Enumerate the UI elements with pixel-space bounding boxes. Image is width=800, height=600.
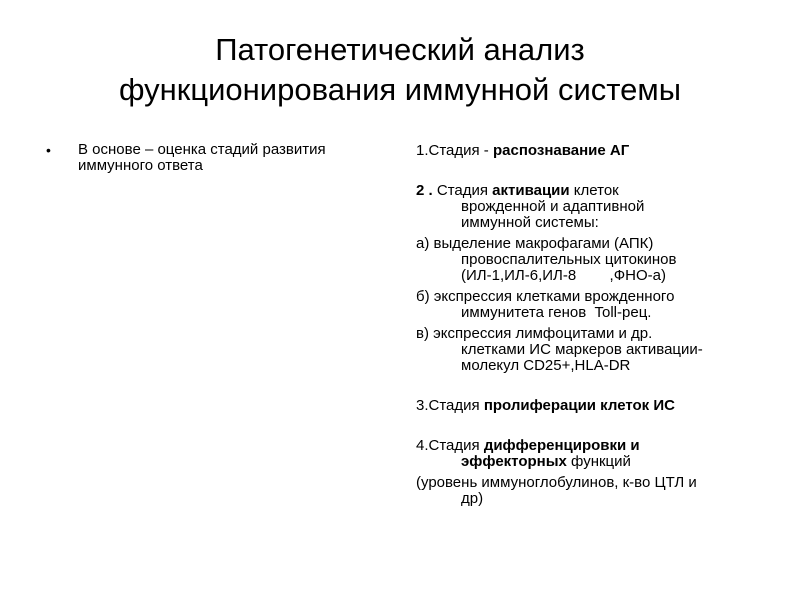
stage-3: [416, 398, 786, 414]
left-bullet-line-2: иммунного ответа: [78, 157, 203, 174]
stage-2-rest: клеток: [569, 182, 619, 199]
slide-title: [0, 30, 800, 110]
left-column: [46, 142, 366, 174]
note-line-1: (уровень иммуноглобулинов, к-во ЦТЛ и: [416, 474, 697, 491]
stage-2-word: Стадия: [436, 182, 493, 199]
note-line-2: др): [461, 490, 484, 507]
bullet-icon: •: [46, 142, 51, 158]
stage-2: [416, 183, 786, 231]
stage-2-line-3: иммунной системы:: [461, 214, 599, 231]
stage-4-bold-1: дифференцировки и: [483, 437, 640, 454]
item-a-line-1: а) выделение макрофагами (АПК): [416, 235, 654, 252]
item-c-line-1: в) экспрессия лимфоцитами и др.: [416, 325, 653, 342]
note: [416, 475, 786, 507]
stage-2-bold: активации: [492, 182, 570, 199]
item-c-line-2: клетками ИС маркеров активации-: [461, 341, 703, 358]
stage-1-prefix: 1.Стадия -: [416, 142, 493, 159]
stage-4-bold-2: эффекторных: [461, 453, 567, 470]
slide-title-line-1: Патогенетический анализ: [215, 32, 585, 67]
stage-2-number: 2 .: [416, 182, 437, 199]
item-a-line-3: (ИЛ-1,ИЛ-6,ИЛ-8 ,ФНО-а): [461, 267, 666, 284]
item-c-line-3: молекул CD25+,HLA-DR: [461, 357, 631, 374]
right-column: [416, 143, 786, 507]
stage-1: [416, 143, 786, 159]
stage-2-line-2: врожденной и адаптивной: [461, 198, 645, 215]
item-b-line-1: б) экспрессия клетками врожденного: [416, 288, 675, 305]
stage-3-bold: пролиферации клеток ИС: [483, 397, 675, 414]
item-c: [416, 326, 786, 374]
item-a: [416, 236, 786, 284]
item-b: [416, 289, 786, 321]
stage-4-rest: функций: [566, 453, 631, 470]
item-a-line-2: провоспалительных цитокинов: [461, 251, 677, 268]
left-bullet-line-1: В основе – оценка стадий развития: [78, 141, 326, 158]
item-b-line-2: иммунитета генов Toll-рец.: [461, 304, 652, 321]
stage-3-prefix: 3.Стадия: [416, 397, 484, 414]
stage-4: [416, 438, 786, 470]
stage-4-prefix: 4.Стадия: [416, 437, 484, 454]
slide-title-line-2: функционирования иммунной системы: [119, 72, 681, 107]
stage-1-bold: распознавание АГ: [492, 142, 630, 159]
